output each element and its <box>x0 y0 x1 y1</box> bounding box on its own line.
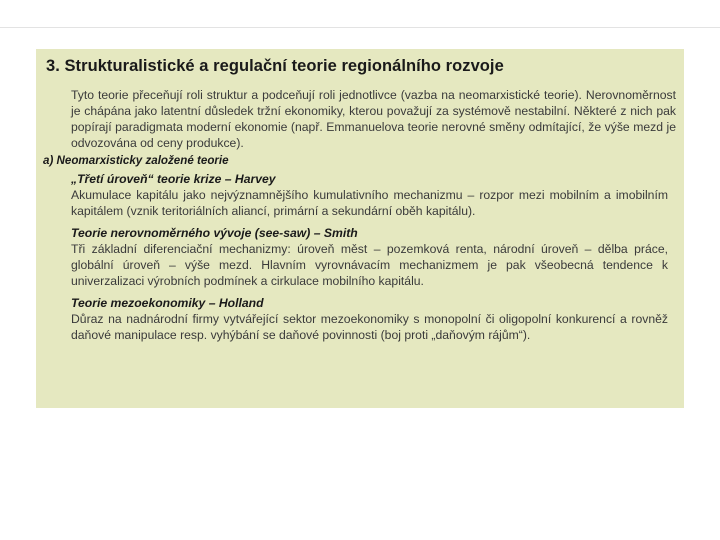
theory-item-smith <box>71 225 668 289</box>
top-divider <box>0 27 720 28</box>
theory-text: Akumulace kapitálu jako nejvýznamnějšího kumulativního mechanizmu – rozpor mezi mobilním a imobilním kapitálem (vznik teritoriálních aliancí, primární a sekundární oběh kapitálu). <box>71 188 668 218</box>
intro-paragraph: Tyto teorie přeceňují roli struktur a podceňují roli jednotlivce (vazba na neomarxistické teorie). Nerovnoměrnost je chápána jako latentní důsledek tržní ekonomiky, kterou považují za systémově nestabilní. Některé z nich pak popírají paradigmata moderní ekonomie (např. Emmanuelova teorie nerovné směny odmítající, že výše mezd je odvozována od ceny produkce). <box>71 88 676 150</box>
theory-item-harvey <box>71 171 668 219</box>
theory-heading: Teorie nerovnoměrného vývoje (see-saw) – Smith <box>71 226 358 240</box>
theory-text: Důraz na nadnárodní firmy vytvářející sektor mezoekonomiky s monopolní či oligopolní konkurencí a rovněž daňové manipulace resp. vyhýbání se daňové povinnosti (boj proti „daňovým rájům“). <box>71 312 668 342</box>
theory-text: Tři základní diferenciační mechanizmy: úroveň měst – pozemková renta, národní úroveň – dělba práce, globální úroveň – výše mezd. Hlavním vyrovnávacím mechanizmem je pak všeobecná tendence k univerzalizaci výrobních podmínek a cirkulace mobilního kapitálu. <box>71 242 668 288</box>
slide-title: 3. Strukturalistické a regulační teorie regionálního rozvoje <box>46 57 504 75</box>
theory-item-holland <box>71 295 668 343</box>
content-box <box>36 49 684 408</box>
theory-heading: „Třetí úroveň“ teorie krize – Harvey <box>71 172 276 186</box>
section-heading-a: a) Neomarxisticky založené teorie <box>43 154 229 167</box>
theory-heading: Teorie mezoekonomiky – Holland <box>71 296 264 310</box>
